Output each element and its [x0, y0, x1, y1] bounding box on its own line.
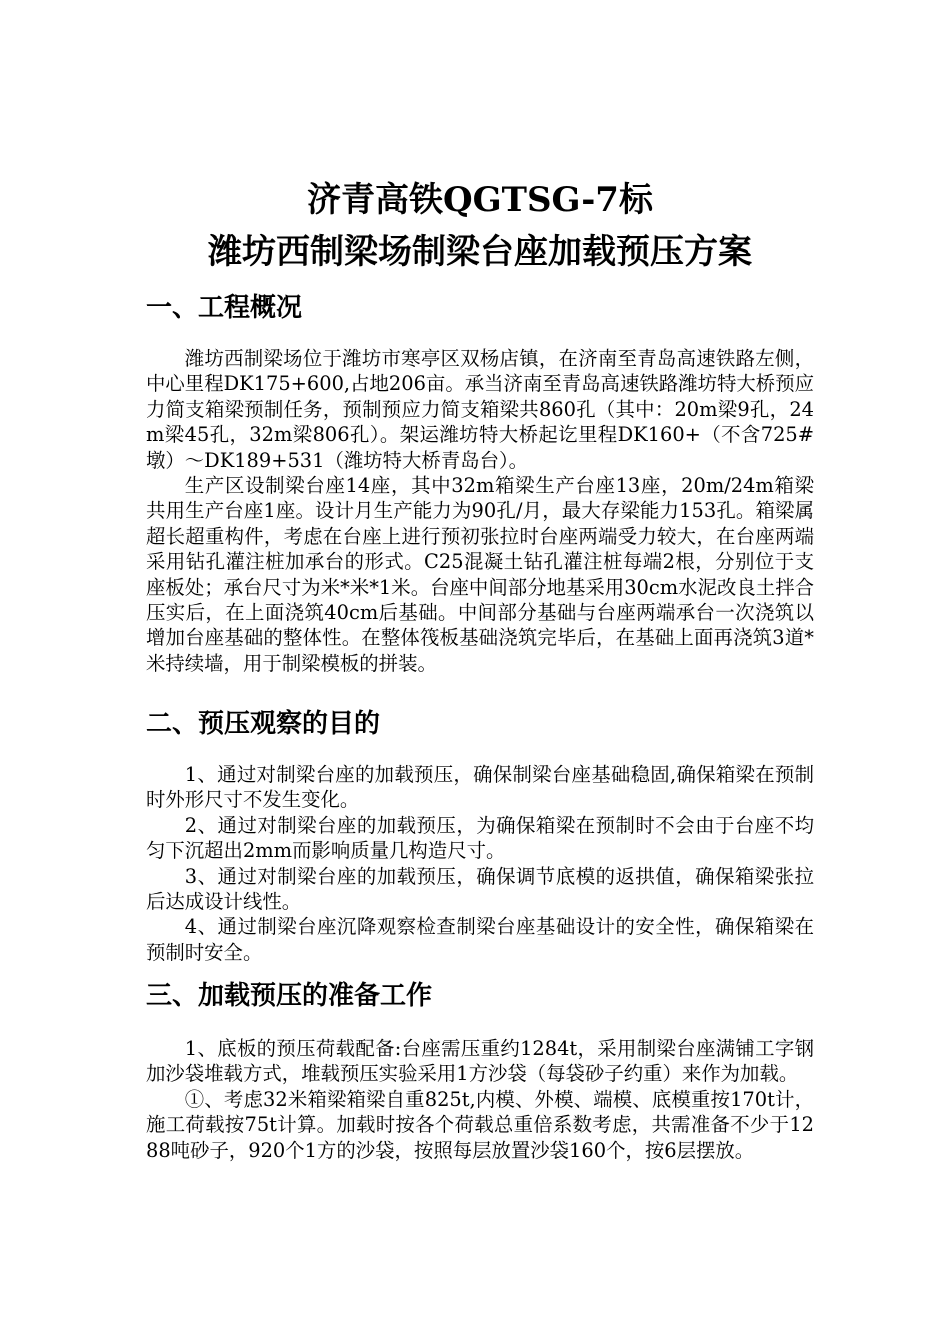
paragraph: 1、底板的预压荷载配备:台座需压重约1284t，采用制梁台座满铺工字钢加沙袋堆载方式，堆载预压实验采用1方沙袋（每袋砂子约重）来作为加载。: [146, 1037, 814, 1086]
section-preload-preparation: [146, 976, 814, 1163]
paragraph: 生产区设制梁台座14座，其中32m箱梁生产台座13座，20m/24m箱梁共用生产台座1座。设计月生产能力为90孔/月，最大存梁能力153孔。箱梁属超长超重构件，考虑在台座上进行预初张拉时台座两端受力较大，在台座两端采用钻孔灌注桩加承台的形式。C25混凝土钻孔灌注桩每端2根，分别位于支座板处；承台尺寸为米*米*1米。台座中间部分地基采用30cm水泥改良土拌合压实后，在上面浇筑40cm后基础。中间部分基础与台座两端承台一次浇筑以增加台座基础的整体性。在整体筏板基础浇筑完毕后，在基础上面再浇筑3道*米持续墙，用于制梁模板的拼装。: [146, 474, 814, 675]
paragraph: 3、通过对制梁台座的加载预压，确保调节底模的返拱值，确保箱梁张拉后达成设计线性。: [146, 864, 814, 914]
document-title-line2: 潍坊西制梁场制梁台座加载预压方案: [208, 232, 752, 272]
paragraph: 潍坊西制梁场位于潍坊市寒亭区双杨店镇，在济南至青岛高速铁路左侧，中心里程DK175+600,占地206亩。承当济南至青岛高速铁路潍坊特大桥预应力简支箱梁预制任务，预制预应力简支箱梁共860孔（其中：20m梁9孔，24m梁45孔，32m梁806孔）。架运潍坊特大桥起讫里程DK160+（不含725#墩）～DK189+531（潍坊特大桥青岛台）。: [146, 347, 814, 472]
section-heading: 二、预压观察的目的: [146, 709, 381, 739]
section-preload-purpose: [146, 704, 814, 965]
section-heading: 三、加载预压的准备工作: [146, 981, 433, 1011]
section-heading: 一、工程概况: [146, 293, 303, 323]
section-project-overview: [146, 288, 814, 676]
paragraph: 2、通过对制梁台座的加载预压，为确保箱梁在预制时不会由于台座不均匀下沉超出2mm而影响质量几构造尺寸。: [146, 813, 814, 863]
paragraph: ①、考虑32米箱梁箱梁自重825t,内模、外模、端模、底模重按170t计，施工荷载按75t计算。加载时按各个荷载总重倍系数考虑，共需准备不少于1288吨砂子，920个1方的沙袋，按照每层放置沙袋160个，按6层摆放。: [146, 1087, 814, 1162]
document-title-line1: 济青高铁QGTSG-7标: [307, 180, 653, 220]
paragraph: 1、通过对制梁台座的加载预压，确保制梁台座基础稳固,确保箱梁在预制时外形尺寸不发生变化。: [146, 763, 814, 812]
paragraph: 4、通过制梁台座沉降观察检查制梁台座基础设计的安全性，确保箱梁在预制时安全。: [146, 915, 814, 964]
